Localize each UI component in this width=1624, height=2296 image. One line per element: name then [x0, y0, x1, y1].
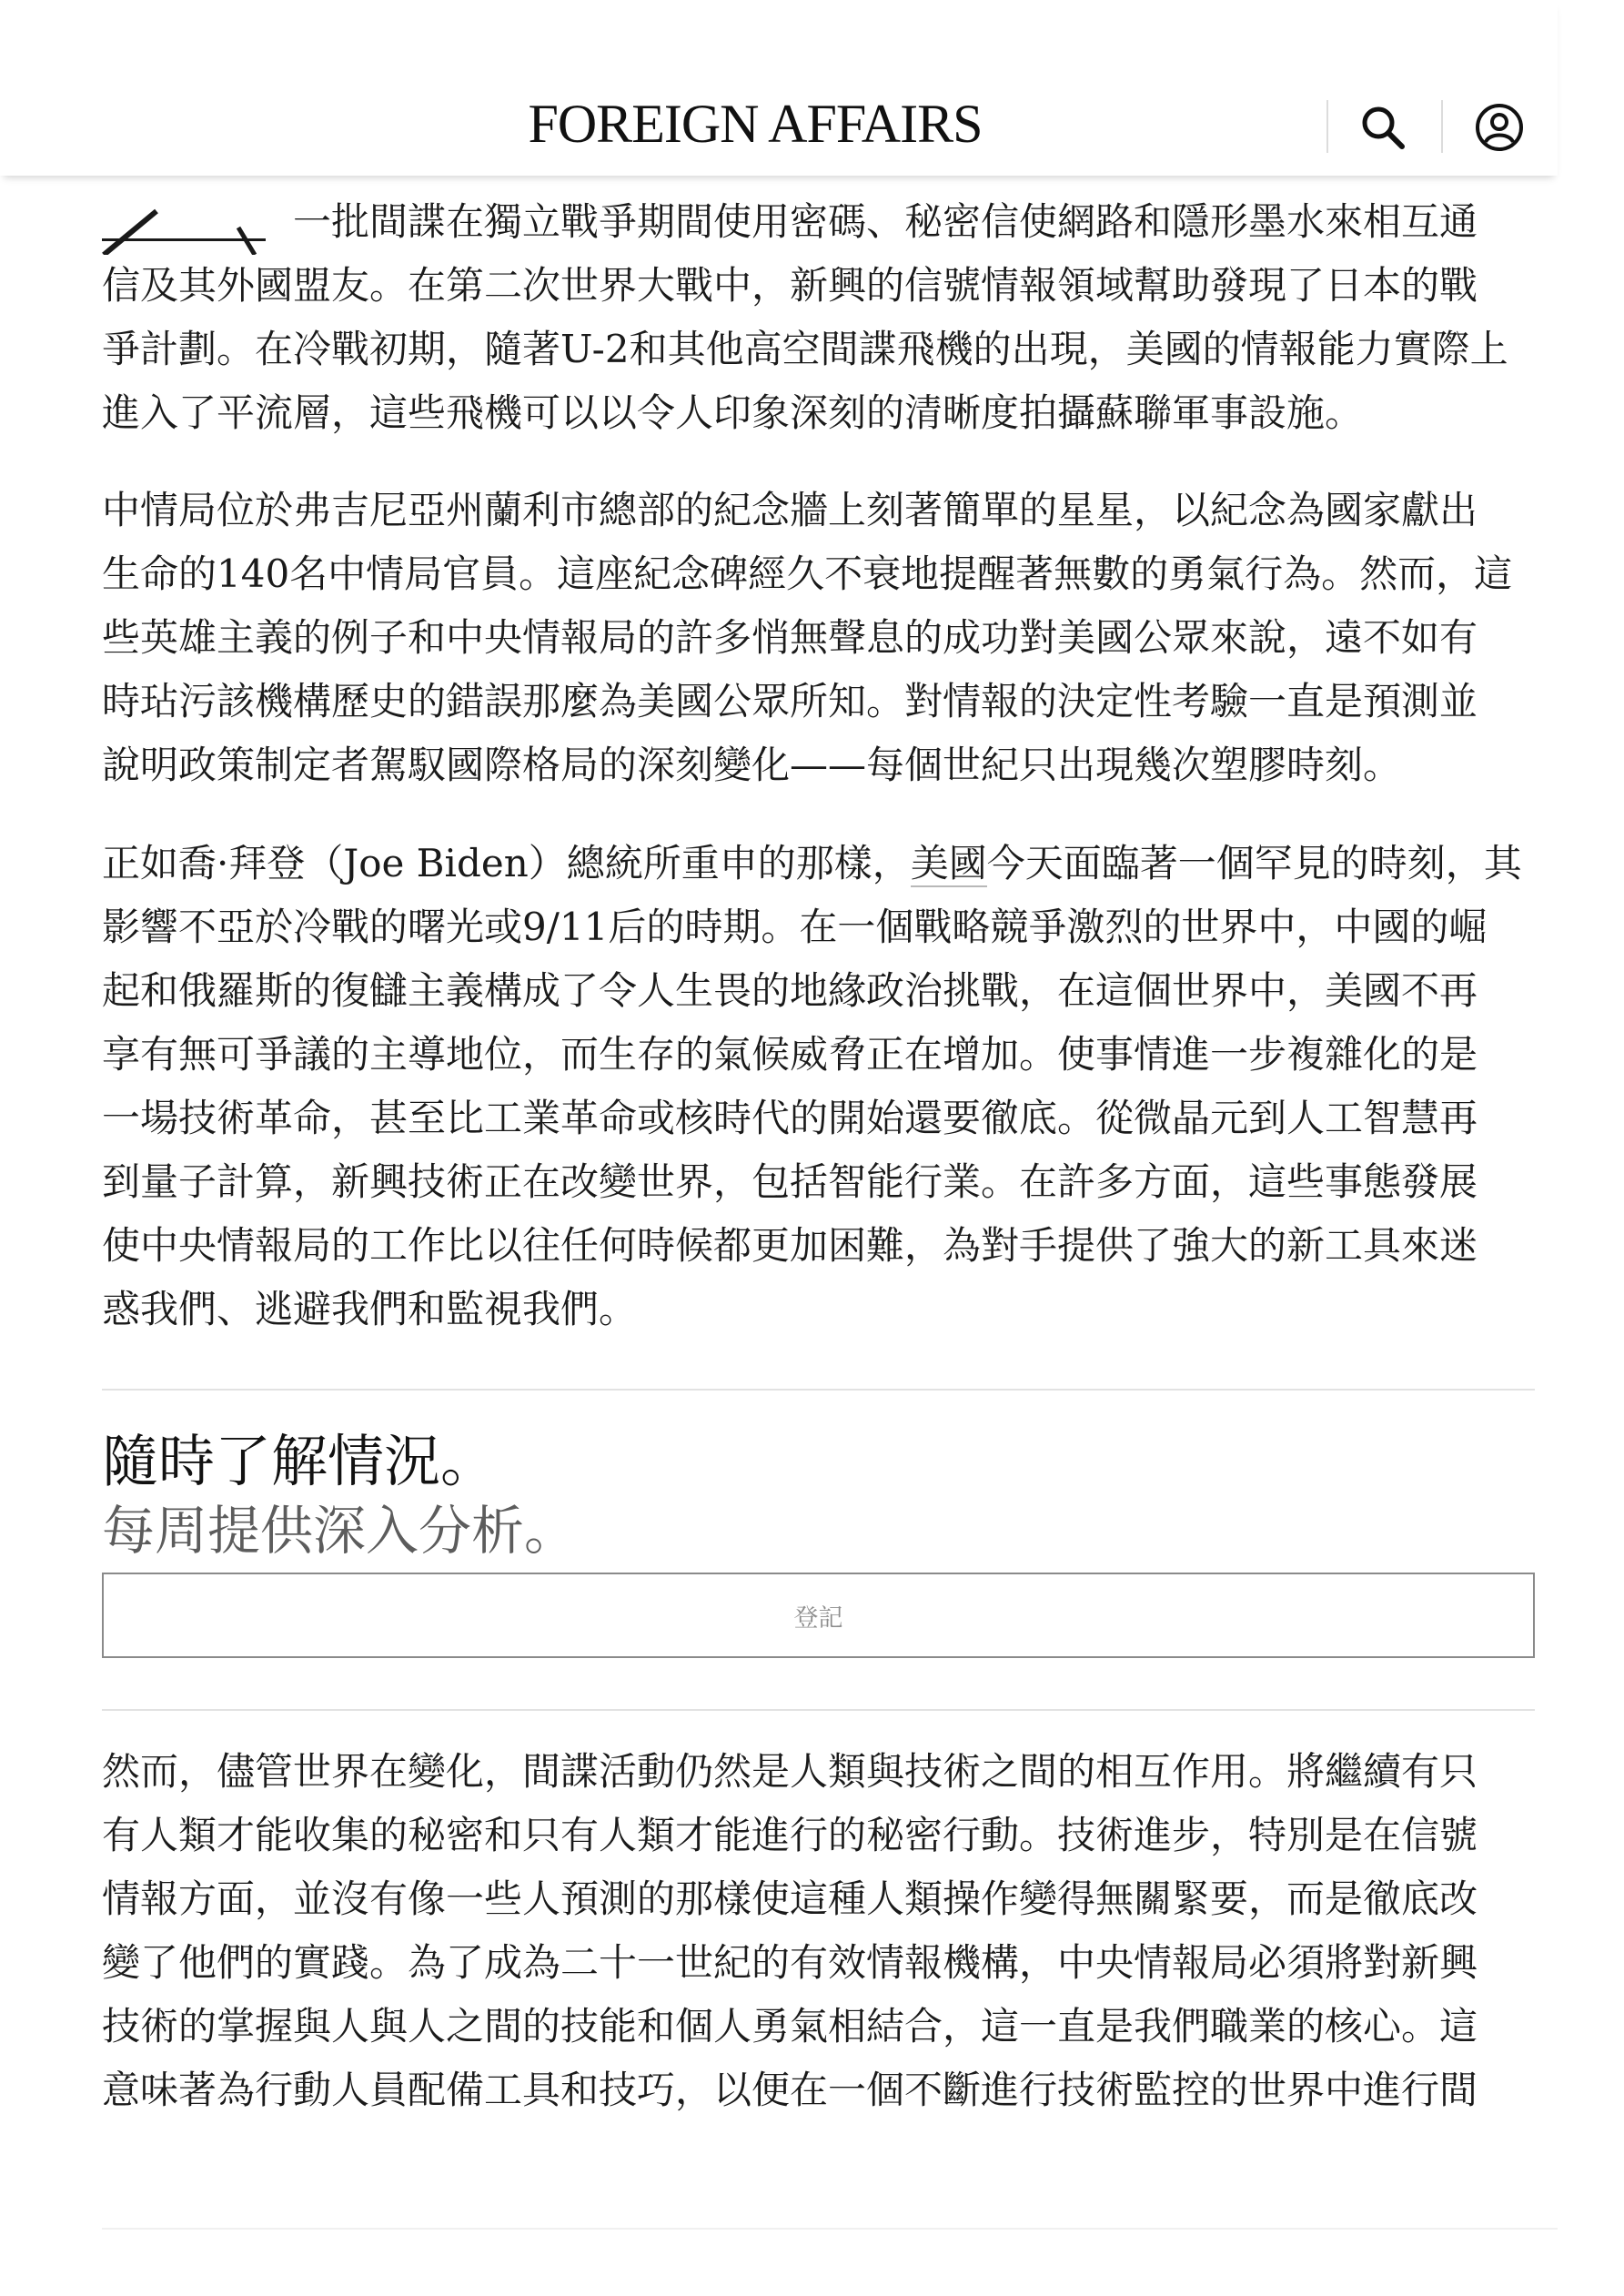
- paragraph-line: 時玷污該機構歷史的錯誤那麼為美國公眾所知。對情報的決定性考驗一直是預測並: [102, 679, 1478, 723]
- paragraph-line: 一場技術革命，甚至比工業革命或核時代的開始還要徹底。從微晶元到人工智慧再: [102, 1096, 1478, 1140]
- paragraph-line: 享有無可爭議的主導地位，而生存的氣候威脅正在增加。使事情進一步複雜化的是: [102, 1032, 1478, 1077]
- user-circle-icon: [1475, 103, 1524, 152]
- paragraph-line: 生命的140名中情局官員。這座紀念碑經久不衰地提醒著無數的勇氣行為。然而，這: [102, 551, 1513, 596]
- paragraph-line: 影響不亞於冷戰的曙光或9/11后的時期。在一個戰略競爭激烈的世界中，中國的崛: [102, 905, 1488, 949]
- paragraph-line: 情報方面，並沒有像一些人預測的那樣使這種人類操作變得無關緊要，而是徹底改: [102, 1876, 1478, 1921]
- paragraph-line: 些英雄主義的例子和中央情報局的許多悄無聲息的成功對美國公眾來說，遠不如有: [102, 615, 1478, 660]
- paragraph-line: 然而，儘管世界在變化，間諜活動仍然是人類與技術之間的相互作用。將繼續有只: [102, 1749, 1478, 1794]
- paragraph-line: 技術的掌握與人與人之間的技能和個人勇氣相結合，這一直是我們職業的核心。這: [102, 2004, 1478, 2048]
- paragraph-line: 有人類才能收集的秘密和只有人類才能進行的秘密行動。技術進步，特別是在信號: [102, 1813, 1478, 1857]
- paragraph-line: 意味著為行動人員配備工具和技巧，以便在一個不斷進行技術監控的世界中進行間: [102, 2068, 1478, 2112]
- article-paragraph: [102, 190, 1535, 445]
- united-states-link[interactable]: 美國: [910, 841, 987, 885]
- paragraph-text: 今天面臨著一個罕見的時刻，其: [986, 841, 1522, 885]
- paragraph-line: 進入了平流層，這些飛機可以以令人印象深刻的清晰度拍攝蘇聯軍事設施。: [102, 390, 1364, 435]
- paragraph-line: 變了他們的實踐。為了成為二十一世紀的有效情報機構，中央情報局必須將對新興: [102, 1940, 1478, 1985]
- article-paragraph: [102, 479, 1535, 797]
- header-divider: [1441, 100, 1443, 153]
- newsletter-subtitle: 每周提供深入分析。: [102, 1500, 578, 1562]
- paragraph-line: 使中央情報局的工作比以往任何時候都更加困難，為對手提供了強大的新工具來迷: [102, 1223, 1478, 1268]
- section-divider: [102, 1709, 1535, 1711]
- paragraph-line: [102, 832, 1535, 895]
- account-button[interactable]: [1470, 98, 1528, 157]
- signup-button[interactable]: 登記: [102, 1573, 1535, 1658]
- paragraph-line: 一批間諜在獨立戰爭期間使用密碼、秘密信使網路和隱形墨水來相互通: [293, 199, 1478, 244]
- article-paragraph: [102, 832, 1535, 1341]
- paragraph-line: 起和俄羅斯的復讎主義構成了令人生畏的地緣政治挑戰，在這個世界中，美國不再: [102, 968, 1478, 1013]
- paragraph-text: 正如喬·拜登（Joe Biden）總統所重申的那樣，: [102, 841, 911, 885]
- paragraph-line: 到量子計算，新興技術正在改變世界，包括智能行業。在許多方面，這些事態發展: [102, 1159, 1478, 1204]
- paragraph-line: 說明政策制定者駕馭國際格局的深刻變化——每個世紀只出現幾次塑膠時刻。: [102, 743, 1402, 787]
- site-logo[interactable]: FOREIGN AFFAIRS: [528, 94, 983, 154]
- header-divider: [1326, 100, 1328, 153]
- section-divider: [102, 1389, 1535, 1391]
- paragraph-line: 惑我們、逃避我們和監視我們。: [102, 1287, 638, 1331]
- newsletter-title: 隨時了解情況。: [102, 1428, 498, 1494]
- search-button[interactable]: [1354, 98, 1412, 157]
- footer-divider: [102, 2228, 1558, 2230]
- search-icon: [1359, 104, 1407, 151]
- site-header: [0, 0, 1558, 176]
- paragraph-line: 中情局位於弗吉尼亞州蘭利市總部的紀念牆上刻著簡單的星星，以紀念為國家獻出: [102, 488, 1478, 532]
- paragraph-line: 信及其外國盟友。在第二次世界大戰中，新興的信號情報領域幫助發現了日本的戰: [102, 263, 1478, 308]
- article-paragraph: [102, 1740, 1535, 2122]
- paragraph-line: 爭計劃。在冷戰初期，隨著U-2和其他高空間諜飛機的出現，美國的情報能力實際上: [102, 327, 1508, 371]
